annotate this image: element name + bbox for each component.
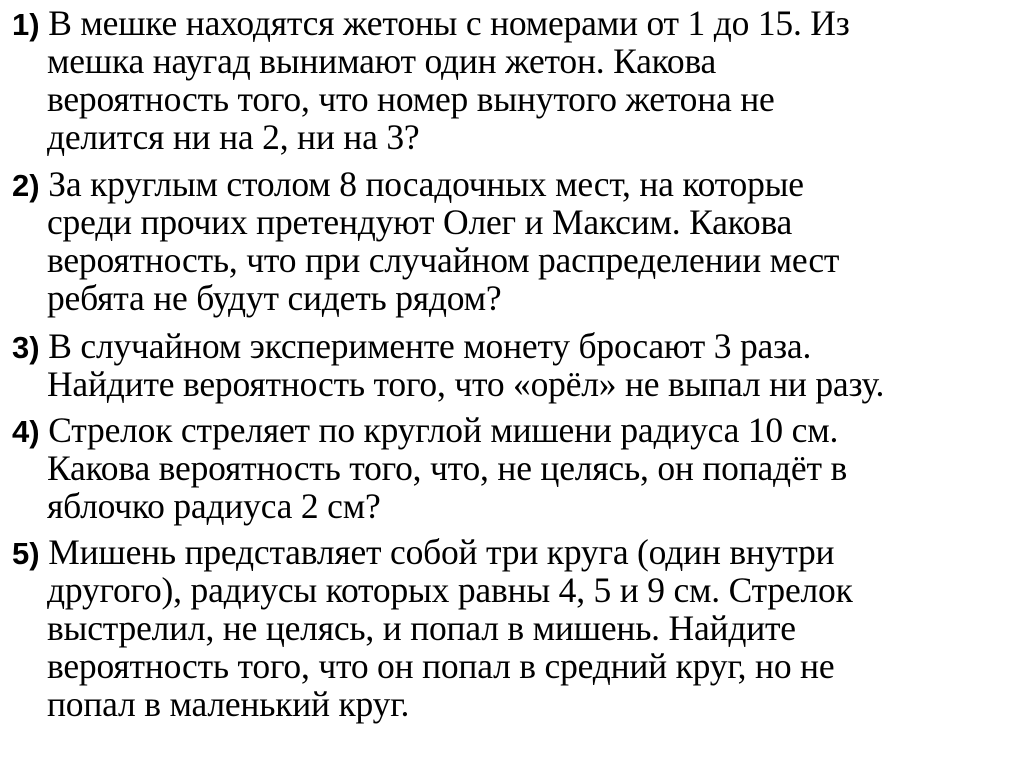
- problem-1-number: 1): [12, 7, 40, 42]
- problem-5-line-5: попал в маленький круг.: [47, 684, 410, 724]
- problem-3: [12, 327, 1012, 403]
- problem-1-line-4: делится ни на 2, ни на 3?: [47, 117, 420, 157]
- problem-1-line-1: [12, 4, 1012, 42]
- problem-3-number: 3): [12, 330, 40, 365]
- problem-4-line-3: яблочко радиуса 2 см?: [47, 486, 381, 526]
- problem-4-line-2: Какова вероятность того, что, не целясь, он попадёт в: [47, 448, 848, 488]
- problem-5-line-4: вероятность того, что он попал в средний круг, но не: [47, 646, 835, 686]
- problem-2-line-1: [12, 165, 1012, 203]
- problem-4: [12, 411, 1012, 525]
- problem-3-line-2: Найдите вероятность того, что «орёл» не выпал ни разу.: [47, 364, 885, 404]
- problem-5-line-2: другого), радиусы которых равны 4, 5 и 9 см. Стрелок: [47, 570, 853, 610]
- problem-1-line-3: вероятность того, что номер вынутого жетона не: [47, 79, 775, 119]
- problem-5-text-1: Мишень представляет собой три круга (один внутри: [48, 532, 835, 572]
- problem-4-number: 4): [12, 414, 40, 449]
- problem-5-number: 5): [12, 536, 40, 571]
- problem-2-line-3: вероятность, что при случайном распределении мест: [47, 240, 840, 280]
- problem-2-line-4: ребята не будут сидеть рядом?: [47, 278, 502, 318]
- problem-5-line-3: выстрелил, не целясь, и попал в мишень. Найдите: [47, 608, 796, 648]
- problem-4-text-1: Стрелок стреляет по круглой мишени радиуса 10 см.: [48, 410, 839, 450]
- problem-2-number: 2): [12, 168, 40, 203]
- problem-3-text-1: В случайном эксперименте монету бросают 3 раза.: [48, 326, 812, 366]
- problem-1: [12, 4, 1012, 156]
- problem-5-line-1: [12, 533, 1012, 571]
- problem-5: [12, 533, 1012, 723]
- problem-2-line-2: среди прочих претендуют Олег и Максим. Какова: [47, 202, 793, 242]
- problem-1-text-1: В мешке находятся жетоны с номерами от 1 до 15. Из: [48, 3, 850, 43]
- problem-3-line-1: [12, 327, 1012, 365]
- problem-4-line-1: [12, 411, 1012, 449]
- problem-2-text-1: За круглым столом 8 посадочных мест, на которые: [48, 164, 804, 204]
- problem-1-line-2: мешка наугад вынимают один жетон. Какова: [47, 41, 717, 81]
- problem-2: [12, 165, 1012, 317]
